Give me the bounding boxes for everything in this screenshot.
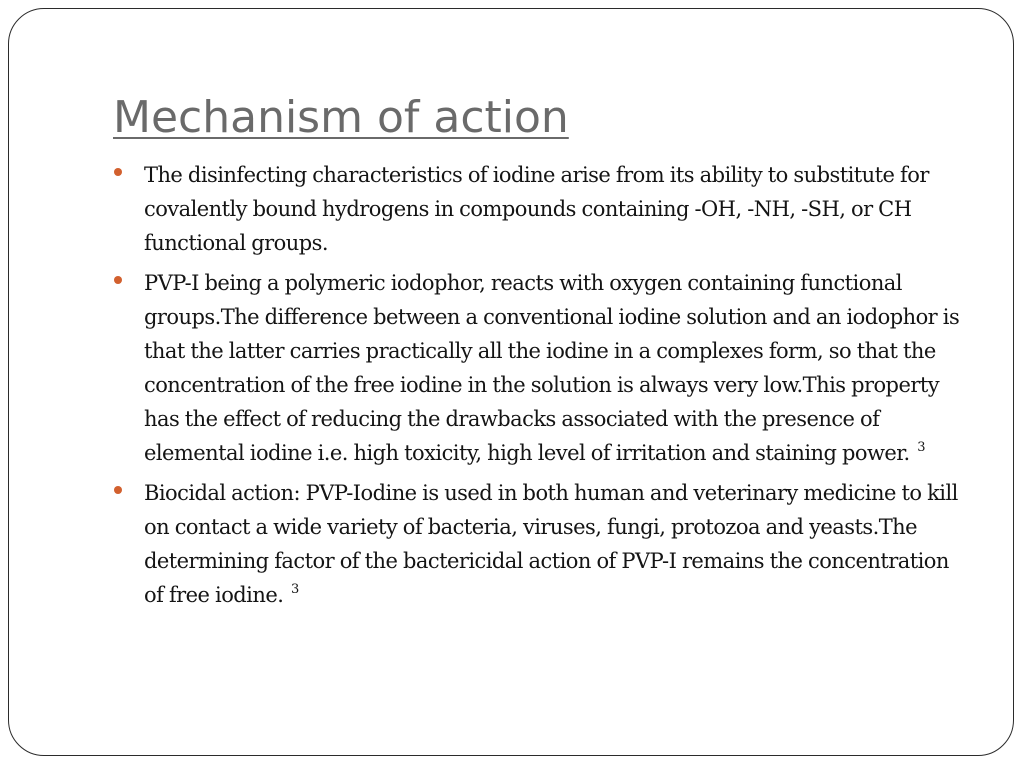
bullet-list: [113, 158, 969, 618]
bullet-item: [113, 158, 969, 260]
reference-number: 3: [290, 582, 299, 597]
slide-title: Mechanism of action: [113, 92, 569, 143]
bullet-dot-icon: [114, 486, 122, 494]
bullet-item: [113, 266, 969, 470]
bullet-dot-icon: [114, 276, 122, 284]
bullet-text: Biocidal action: PVP-Iodine is used in both human and veterinary medicine to kill on contact a wide variety of bacteria, viruses, fungi, protozoa and yeasts.The determining factor of the bactericidal action of PVP-I remains the concentration of free iodine.: [144, 481, 958, 607]
reference-number: 3: [917, 440, 925, 455]
bullet-item: [113, 476, 969, 612]
bullet-dot-icon: [114, 168, 122, 176]
bullet-text: The disinfecting characteristics of iodine arise from its ability to substitute for covalently bound hydrogens in compounds containing -OH, -NH, -SH, or CH functional groups.: [144, 163, 929, 255]
bullet-text: PVP-I being a polymeric iodophor, reacts with oxygen containing functional groups.The difference between a conventional iodine solution and an iodophor is that the latter carries practically all the iodine in a complexes form, so that the concentration of the free iodine in the solution is always very low.This property has the effect of reducing the drawbacks associated with the presence of elemental iodine i.e. high toxicity, high level of irritation and staining power.: [144, 271, 960, 465]
